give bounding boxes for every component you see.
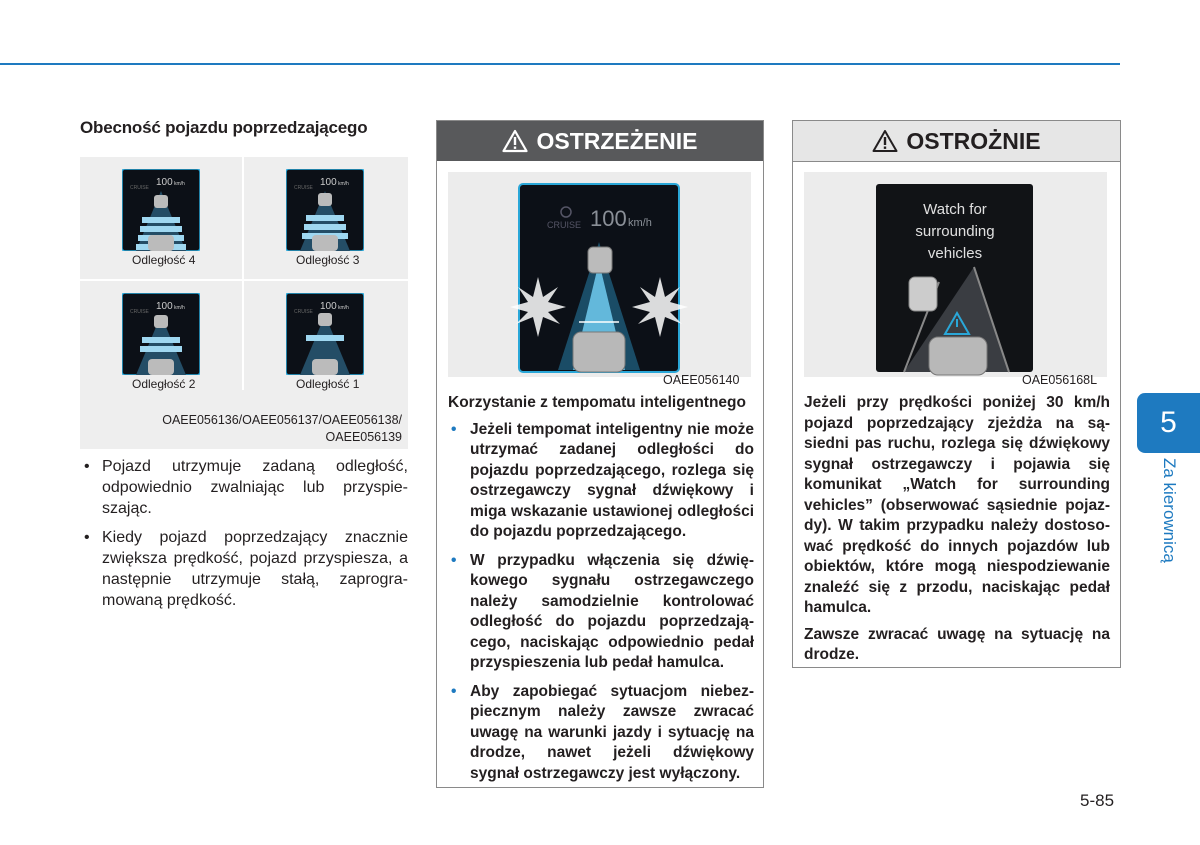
warning-box <box>436 120 764 788</box>
svg-text:CRUISE: CRUISE <box>547 220 582 230</box>
caution-header <box>793 121 1120 162</box>
svg-text:CRUISE: CRUISE <box>130 185 149 191</box>
svg-text:100: 100 <box>156 301 173 312</box>
caution-title: OSTROŻNIE <box>906 127 1041 154</box>
distance-label: Odległość 4 <box>132 253 196 267</box>
image-code: OAE056168L <box>1022 373 1098 387</box>
svg-text:km/h: km/h <box>174 181 185 187</box>
svg-text:100: 100 <box>320 301 337 312</box>
chapter-title: Za kierownicą <box>1160 458 1179 563</box>
warning-title: OSTRZEŻENIE <box>536 127 698 154</box>
svg-text:100: 100 <box>590 206 627 231</box>
page-number: 5-85 <box>1080 791 1115 810</box>
list-item: • Jeżeli tempomat inteligentny nie może utrzymać zadanej odległości do pojazdu poprzedzającego, rozlega się ostrzegawczy sygnał dźwiękowy i miga wskazanie ustawionej odległości do pojazdu poprzedzającego. <box>451 420 754 540</box>
distance-label: Odległość 1 <box>296 377 360 391</box>
cluster-thumbnail <box>286 293 364 375</box>
warning-header <box>437 121 763 161</box>
svg-text:vehicles: vehicles <box>927 245 983 262</box>
svg-text:km/h: km/h <box>338 305 349 311</box>
header-rule <box>0 63 1120 65</box>
caution-box <box>792 120 1121 668</box>
cluster-image <box>448 172 751 377</box>
distance-cell <box>244 157 404 277</box>
list-item: • Kiedy pojazd poprzedzający znacznie zwiększa prędkość, pojazd przyspiesza, a następnie utrzymuje stałą, zaprogramowaną prędkość. <box>84 529 408 609</box>
list-item: • W przypadku włączenia się dźwiękowego sygnału ostrzegawczego należy samodzielnie kontrolować odległość do pojazdu poprzedzającego, naciskając odpowiednio pedał przyspieszenia lub pedał hamulca. <box>451 551 754 671</box>
svg-text:Watch for: Watch for <box>923 201 987 218</box>
svg-text:km/h: km/h <box>628 217 652 229</box>
list-item: • Pojazd utrzymuje zadaną odległość, odpowiednio zwalniając lub przyspieszając. <box>84 458 408 517</box>
cluster-thumbnail <box>122 169 200 251</box>
distance-cell <box>80 157 240 277</box>
svg-text:100: 100 <box>320 177 337 188</box>
figure-codes <box>80 412 402 446</box>
svg-text:100: 100 <box>156 177 173 188</box>
warning-subtitle: Korzystanie z tempomatu inteligentnego <box>448 394 746 411</box>
distance-label: Odległość 3 <box>296 253 360 267</box>
cluster-image <box>804 172 1107 377</box>
section-title: Obecność pojazdu poprzedzającego <box>80 118 368 137</box>
cluster-thumbnail <box>122 293 200 375</box>
svg-text:surrounding: surrounding <box>915 223 995 240</box>
caution-paragraph: Zawsze zwracać uwagę na sytuację na drodze. <box>804 625 1110 663</box>
image-code: OAEE056140 <box>663 373 740 387</box>
left-bullet-list <box>80 456 408 619</box>
chapter-tab: 5 <box>1137 393 1200 453</box>
svg-text:CRUISE: CRUISE <box>294 185 313 191</box>
svg-text:CRUISE: CRUISE <box>130 309 149 315</box>
svg-text:km/h: km/h <box>174 305 185 311</box>
distance-cell <box>244 281 404 401</box>
distance-figure <box>80 157 408 449</box>
list-item: • Aby zapobiegać sytuacjom niebezpiecznym należy zawsze zwracać uwagę na warunki jazdy i sytuację na drodze, nawet jeżeli dźwiękowy sygnał ostrzegawczy jest wyłączony. <box>451 682 754 782</box>
cluster-thumbnail <box>286 169 364 251</box>
distance-label: Odległość 2 <box>132 377 196 391</box>
warning-triangle-icon <box>502 129 528 153</box>
warning-triangle-icon <box>872 129 898 153</box>
svg-text:km/h: km/h <box>338 181 349 187</box>
figure-code: OAEE056136/OAEE056137/OAEE056138/ <box>162 413 402 427</box>
caution-paragraph: Jeżeli przy prędkości poniżej 30 km/h pojazd poprzedzający zjeżdża na sąsiedni pas ruchu, rozlega się dźwiękowy sygnał ostrzegawczy i pojawia się komunikat „Watch for surrounding vehicles” (obserwować sąsiednie pojazdy). W takim przypadku należy dostosować prędkość do innych pojazdów lub obiektów, które mogą niespodziewanie znaleźć się z przodu, naciskając pedał hamulca. <box>804 394 1110 616</box>
distance-cell <box>80 281 240 401</box>
figure-code: OAEE056139 <box>325 430 402 444</box>
svg-text:CRUISE: CRUISE <box>294 309 313 315</box>
